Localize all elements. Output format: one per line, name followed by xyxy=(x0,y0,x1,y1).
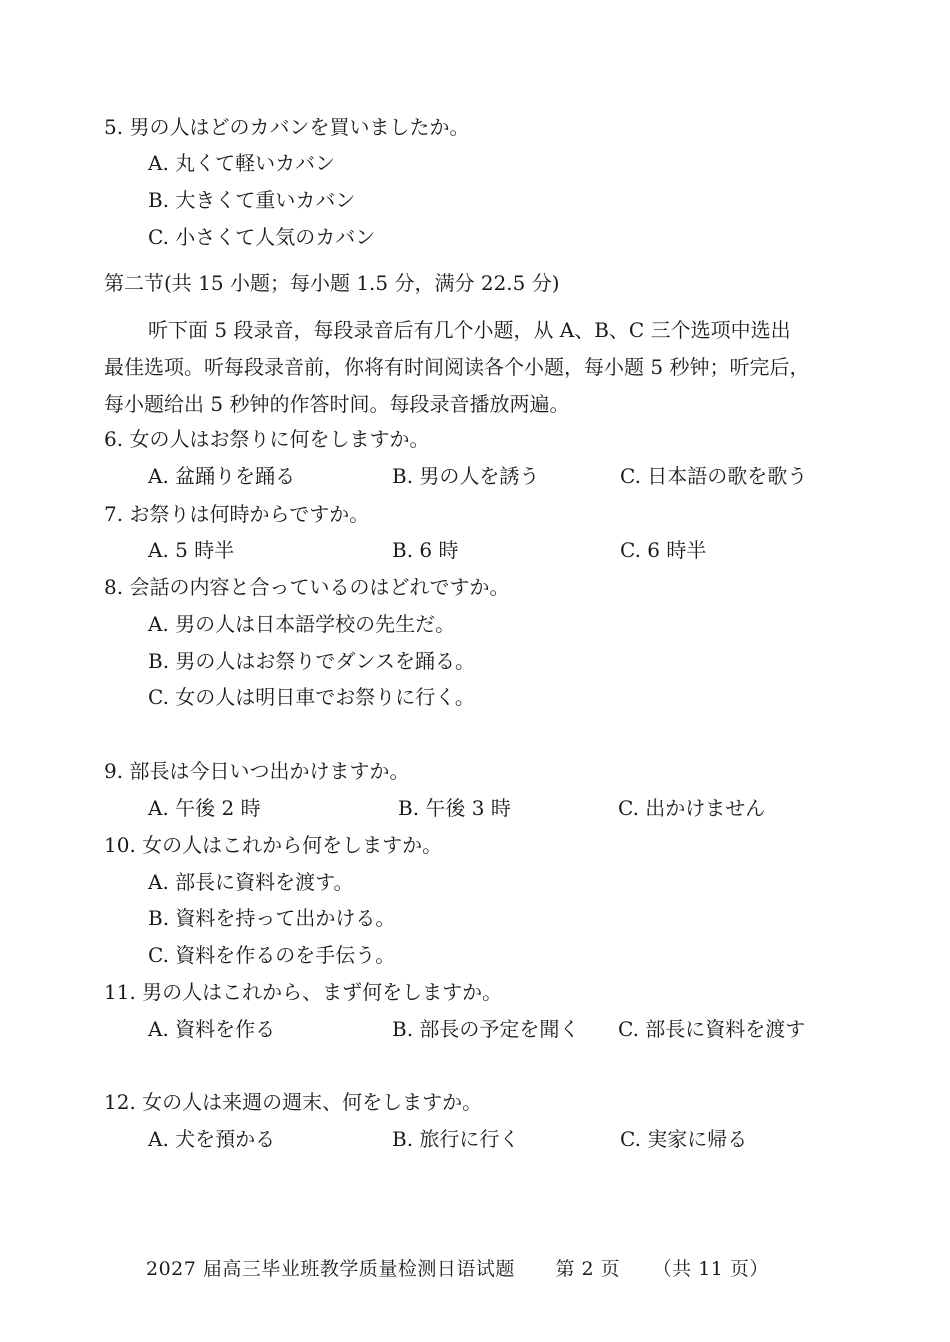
question-12: 12. 女の人は来週の週末、何をしますか。 xyxy=(104,1090,483,1114)
question-11-option-c: C. 部長に資料を渡す xyxy=(618,1017,806,1041)
question-12-option-b: B. 旅行に行く xyxy=(392,1127,520,1151)
question-5-option-b: B. 大きくて重いカバン xyxy=(148,188,356,212)
instructions-line-1: 听下面 5 段录音，每段录音后有几个小题，从 A、B、C 三个选项中选出 xyxy=(148,318,791,342)
question-7-option-a: A. 5 時半 xyxy=(148,538,235,562)
question-6-option-a: A. 盆踊りを踊る xyxy=(148,464,296,488)
question-6-option-c: C. 日本語の歌を歌う xyxy=(620,464,808,488)
question-10-option-c: C. 資料を作るのを手伝う。 xyxy=(148,943,396,967)
question-9: 9. 部長は今日いつ出かけますか。 xyxy=(104,759,410,783)
question-5-option-c: C. 小さくて人気のカバン xyxy=(148,225,376,249)
question-12-option-c: C. 実家に帰る xyxy=(620,1127,748,1151)
question-8: 8. 会話の内容と合っているのはどれですか。 xyxy=(104,575,510,599)
footer-exam-title: 2027 届高三毕业班教学质量检测日语试题 xyxy=(146,1258,515,1280)
question-9-option-a: A. 午後 2 時 xyxy=(148,796,261,820)
question-5: 5. 男の人はどのカバンを買いましたか。 xyxy=(104,115,470,139)
question-11-option-b: B. 部長の予定を聞く xyxy=(392,1017,580,1041)
question-11-option-a: A. 資料を作る xyxy=(148,1017,276,1041)
question-12-option-a: A. 犬を預かる xyxy=(148,1127,276,1151)
footer-page-number: 第 2 页 xyxy=(555,1258,621,1280)
page-footer xyxy=(146,1256,769,1282)
instructions-line-2: 最佳选项。听每段录音前，你将有时间阅读各个小题，每小题 5 秒钟；听完后， xyxy=(104,355,810,379)
question-5-option-a: A. 丸くて軽いカバン xyxy=(148,151,336,175)
question-7: 7. お祭りは何時からですか。 xyxy=(104,502,370,526)
question-7-option-b: B. 6 時 xyxy=(392,538,459,562)
question-7-option-c: C. 6 時半 xyxy=(620,538,707,562)
section-heading: 第二节(共 15 小题；每小题 1.5 分，满分 22.5 分) xyxy=(104,271,560,295)
question-8-option-c: C. 女の人は明日車でお祭りに行く。 xyxy=(148,685,475,709)
question-9-option-b: B. 午後 3 時 xyxy=(398,796,511,820)
question-6-option-b: B. 男の人を誘う xyxy=(392,464,540,488)
question-8-option-a: A. 男の人は日本語学校の先生だ。 xyxy=(148,612,456,636)
footer-total-pages: （共 11 页） xyxy=(652,1258,769,1280)
instructions-line-3: 每小题给出 5 秒钟的作答时间。每段录音播放两遍。 xyxy=(104,392,570,416)
question-10: 10. 女の人はこれから何をしますか。 xyxy=(104,833,443,857)
question-10-option-b: B. 資料を持って出かける。 xyxy=(148,906,396,930)
question-10-option-a: A. 部長に資料を渡す。 xyxy=(148,870,354,894)
question-11: 11. 男の人はこれから、まず何をしますか。 xyxy=(104,980,503,1004)
section-instructions xyxy=(104,312,856,423)
question-8-option-b: B. 男の人はお祭りでダンスを踊る。 xyxy=(148,649,476,673)
question-6: 6. 女の人はお祭りに何をしますか。 xyxy=(104,427,430,451)
question-9-option-c: C. 出かけません xyxy=(618,796,766,820)
